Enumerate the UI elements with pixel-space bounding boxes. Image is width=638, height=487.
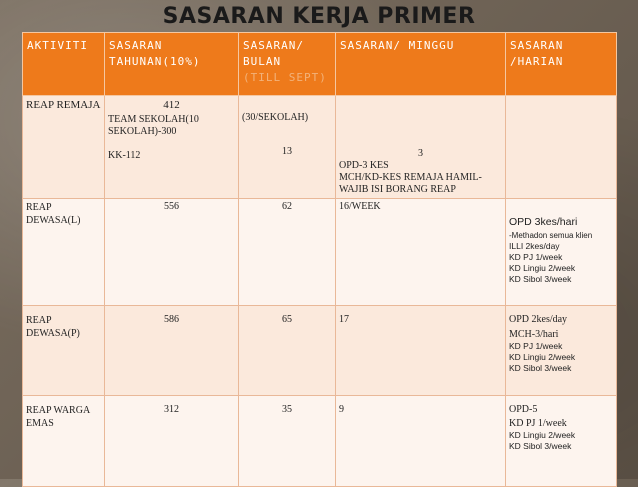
table-row	[23, 306, 617, 396]
bulan-line: (30/SEKOLAH)	[242, 112, 309, 123]
harian-line: OPD 2kes/day	[509, 314, 568, 325]
tahunan-value: 412	[163, 99, 180, 111]
cell-harian	[506, 396, 617, 487]
harian-line: KD Lingiu 2/week	[509, 430, 576, 440]
harian-line: MCH-3/hari	[509, 329, 559, 340]
cell-minggu	[336, 96, 506, 199]
cell-tahunan	[105, 96, 239, 199]
table-row	[23, 199, 617, 306]
minggu-line: OPD-3 KES	[339, 160, 389, 171]
table-row	[23, 96, 617, 199]
cell-harian	[506, 199, 617, 306]
minggu-line: MCH/KD-KES REMAJA HAMIL-	[339, 172, 482, 183]
header-bulan	[239, 33, 336, 96]
cell-aktiviti: REAP DEWASA(P)	[23, 306, 105, 396]
header-row	[23, 33, 617, 96]
cell-bulan	[239, 96, 336, 199]
harian-line: KD PJ 1/week	[509, 252, 563, 262]
header-harian: SASARAN /HARIAN	[506, 33, 617, 96]
harian-line: ILLI 2kes/day	[509, 241, 560, 251]
harian-line: KD Sibol 3/week	[509, 441, 572, 451]
slide-title: SASARAN KERJA PRIMER	[162, 4, 476, 29]
cell-minggu: 9	[336, 396, 506, 487]
harian-line: -Methadon semua klien	[509, 231, 593, 240]
tahunan-line: SEKOLAH)-300	[108, 126, 177, 137]
cell-tahunan: 556	[105, 199, 239, 306]
cell-harian	[506, 306, 617, 396]
cell-tahunan: 586	[105, 306, 239, 396]
header-bulan-sub: (TILL SEPT)	[243, 71, 327, 84]
cell-minggu: 17	[336, 306, 506, 396]
harian-line: KD PJ 1/week	[509, 341, 563, 351]
harian-line: KD Sibol 3/week	[509, 363, 572, 373]
cell-bulan: 65	[239, 306, 336, 396]
target-table	[22, 32, 617, 487]
cell-aktiviti: REAP WARGA EMAS	[23, 396, 105, 487]
minggu-line: WAJIB ISI BORANG REAP	[339, 184, 456, 195]
harian-line: KD PJ 1/week	[509, 418, 567, 429]
harian-line: KD Sibol 3/week	[509, 274, 572, 284]
harian-line: OPD 3kes/hari	[509, 216, 578, 228]
harian-line: KD Lingiu 2/week	[509, 263, 576, 273]
tahunan-line: TEAM SEKOLAH(10	[108, 114, 199, 125]
header-tahunan: SASARAN TAHUNAN(10%)	[105, 33, 239, 96]
cell-aktiviti: REAP DEWASA(L)	[23, 199, 105, 306]
header-minggu: SASARAN/ MINGGU	[336, 33, 506, 96]
header-aktiviti: AKTIVITI	[23, 33, 105, 96]
cell-minggu: 16/WEEK	[336, 199, 506, 306]
cell-harian	[506, 96, 617, 199]
minggu-value: 3	[418, 148, 423, 159]
cell-aktiviti: REAP REMAJA	[23, 96, 105, 199]
cell-bulan: 62	[239, 199, 336, 306]
harian-line: KD Lingiu 2/week	[509, 352, 576, 362]
header-bulan-label: SASARAN/ BULAN	[243, 39, 304, 68]
cell-tahunan: 312	[105, 396, 239, 487]
bulan-value: 13	[282, 146, 292, 157]
table-row	[23, 396, 617, 487]
tahunan-line: KK-112	[108, 150, 141, 161]
cell-bulan: 35	[239, 396, 336, 487]
harian-line: OPD-5	[509, 404, 538, 415]
